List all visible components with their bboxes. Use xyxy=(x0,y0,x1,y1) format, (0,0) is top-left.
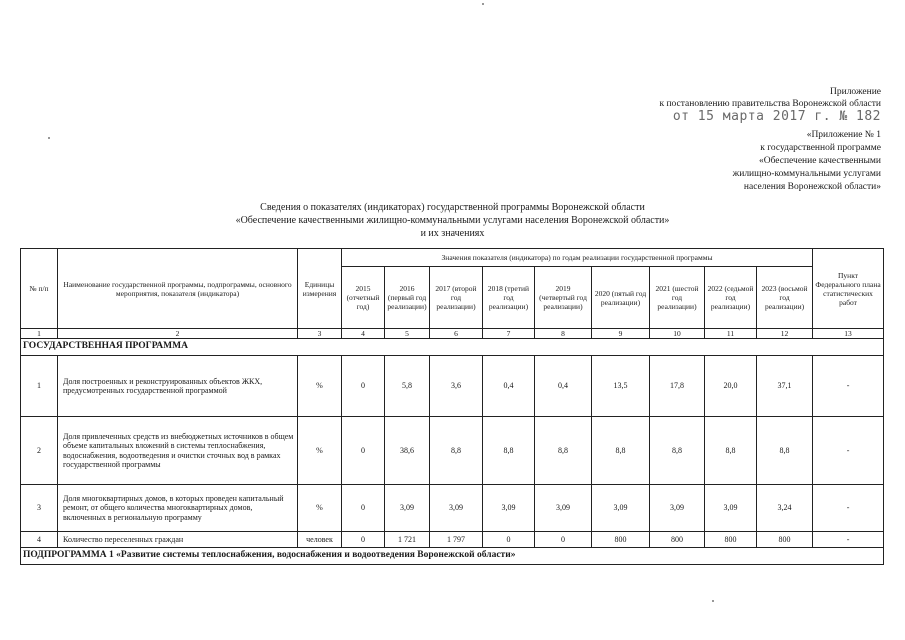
section-state-program: ГОСУДАРСТВЕННАЯ ПРОГРАММА xyxy=(21,339,884,356)
header-name: Наименование государственной программы, подпрограммы, основного мероприятия, показателя (индикатора) xyxy=(58,249,298,329)
cell-unit: человек xyxy=(298,532,342,548)
cell-value: 38,6 xyxy=(385,417,430,485)
cell-plan: - xyxy=(813,485,884,532)
header-year: 2023 (восьмой год реализации) xyxy=(757,267,813,329)
cell-num: 4 xyxy=(21,532,58,548)
appendix-line-7: жилищно-коммунальными услугами xyxy=(732,169,881,179)
appendix-line-5: к государственной программе xyxy=(760,143,881,153)
title-line-1: Сведения о показателях (индикаторах) государственной программы Воронежской области xyxy=(260,202,645,213)
appendix-line-2: к постановлению правительства Воронежской области xyxy=(659,99,881,109)
title-line-3: и их значениях xyxy=(420,228,485,239)
cell-name: Количество переселенных граждан xyxy=(58,532,298,548)
header-plan: Пункт Федерального плана статистических работ xyxy=(813,249,884,329)
cell-value: 8,8 xyxy=(592,417,650,485)
cell-value: 17,8 xyxy=(650,356,705,417)
indicators-table xyxy=(20,248,884,565)
column-number: 9 xyxy=(592,329,650,339)
header-year: 2017 (второй год реализации) xyxy=(430,267,483,329)
cell-value: 3,09 xyxy=(705,485,757,532)
cell-num: 2 xyxy=(21,417,58,485)
appendix-line-4: «Приложение № 1 xyxy=(806,130,881,140)
cell-value: 0 xyxy=(535,532,592,548)
cell-plan: - xyxy=(813,417,884,485)
column-number: 13 xyxy=(813,329,884,339)
cell-value: 3,09 xyxy=(650,485,705,532)
header-year: 2020 (пятый год реализации) xyxy=(592,267,650,329)
column-number: 3 xyxy=(298,329,342,339)
cell-value: 3,09 xyxy=(385,485,430,532)
cell-value: 0 xyxy=(342,532,385,548)
table-row xyxy=(21,485,884,532)
header-unit: Единицы измерения xyxy=(298,249,342,329)
column-number: 1 xyxy=(21,329,58,339)
header-year: 2018 (третий год реализации) xyxy=(483,267,535,329)
column-number: 2 xyxy=(58,329,298,339)
cell-plan: - xyxy=(813,356,884,417)
header-year: 2016 (первый год реализации) xyxy=(385,267,430,329)
cell-num: 1 xyxy=(21,356,58,417)
cell-unit: % xyxy=(298,485,342,532)
appendix-date-stamp: от 15 марта 2017 г. № 182 xyxy=(672,109,881,124)
cell-value: 5,8 xyxy=(385,356,430,417)
cell-value: 8,8 xyxy=(705,417,757,485)
cell-plan: - xyxy=(813,532,884,548)
cell-value: 800 xyxy=(705,532,757,548)
column-number: 8 xyxy=(535,329,592,339)
cell-value: 3,09 xyxy=(430,485,483,532)
cell-value: 800 xyxy=(650,532,705,548)
column-number: 12 xyxy=(757,329,813,339)
header-year: 2022 (седьмой год реализации) xyxy=(705,267,757,329)
table-row xyxy=(21,532,884,548)
section-row xyxy=(21,339,884,356)
scan-speck xyxy=(482,3,484,5)
cell-value: 3,09 xyxy=(592,485,650,532)
cell-value: 0 xyxy=(342,485,385,532)
cell-num: 3 xyxy=(21,485,58,532)
scan-speck xyxy=(48,137,50,139)
cell-value: 3,09 xyxy=(483,485,535,532)
column-number: 7 xyxy=(483,329,535,339)
cell-value: 0 xyxy=(342,356,385,417)
cell-value: 3,6 xyxy=(430,356,483,417)
column-number: 11 xyxy=(705,329,757,339)
cell-value: 20,0 xyxy=(705,356,757,417)
cell-name: Доля многоквартирных домов, в которых проведен капитальный ремонт, от общего количества многоквартирных домов, включенных в региональную программу xyxy=(58,485,298,532)
scan-speck xyxy=(712,600,714,602)
header-year: 2015 (отчетный год) xyxy=(342,267,385,329)
cell-name: Доля построенных и реконструированных объектов ЖКХ, предусмотренных государственной программой xyxy=(58,356,298,417)
appendix-line-1: Приложение xyxy=(830,87,881,97)
table-row xyxy=(21,356,884,417)
appendix-line-6: «Обеспечение качественными xyxy=(758,156,881,166)
cell-value: 13,5 xyxy=(592,356,650,417)
column-number: 5 xyxy=(385,329,430,339)
cell-unit: % xyxy=(298,356,342,417)
cell-value: 800 xyxy=(757,532,813,548)
cell-value: 8,8 xyxy=(757,417,813,485)
header-num: № п/п xyxy=(21,249,58,329)
cell-unit: % xyxy=(298,417,342,485)
cell-value: 1 797 xyxy=(430,532,483,548)
cell-value: 1 721 xyxy=(385,532,430,548)
column-number: 6 xyxy=(430,329,483,339)
table-header-row xyxy=(21,249,884,267)
cell-value: 8,8 xyxy=(483,417,535,485)
header-years-group: Значения показателя (индикатора) по годам реализации государственной программы xyxy=(342,249,813,267)
cell-value: 37,1 xyxy=(757,356,813,417)
cell-value: 800 xyxy=(592,532,650,548)
title-line-2: «Обеспечение качественными жилищно-коммунальными услугами населения Воронежской области» xyxy=(235,215,670,226)
section-row xyxy=(21,548,884,565)
cell-value: 8,8 xyxy=(535,417,592,485)
cell-value: 0,4 xyxy=(483,356,535,417)
header-year: 2019 (четвертый год реализации) xyxy=(535,267,592,329)
section-subprogram-1: ПОДПРОГРАММА 1 «Развитие системы теплоснабжения, водоснабжения и водоотведения Воронежской области» xyxy=(21,548,884,565)
cell-value: 8,8 xyxy=(430,417,483,485)
cell-name: Доля привлеченных средств из внебюджетных источников в общем объеме капитальных вложений в системы теплоснабжения, водоснабжения, водоотведения и очистки сточных вод в рамках государственной программы xyxy=(58,417,298,485)
cell-value: 3,24 xyxy=(757,485,813,532)
column-number: 4 xyxy=(342,329,385,339)
cell-value: 0 xyxy=(342,417,385,485)
header-year: 2021 (шестой год реализации) xyxy=(650,267,705,329)
cell-value: 3,09 xyxy=(535,485,592,532)
cell-value: 8,8 xyxy=(650,417,705,485)
appendix-line-8: населения Воронежской области» xyxy=(743,182,881,192)
table-row xyxy=(21,417,884,485)
column-numbers-row xyxy=(21,329,884,339)
cell-value: 0,4 xyxy=(535,356,592,417)
column-number: 10 xyxy=(650,329,705,339)
cell-value: 0 xyxy=(483,532,535,548)
